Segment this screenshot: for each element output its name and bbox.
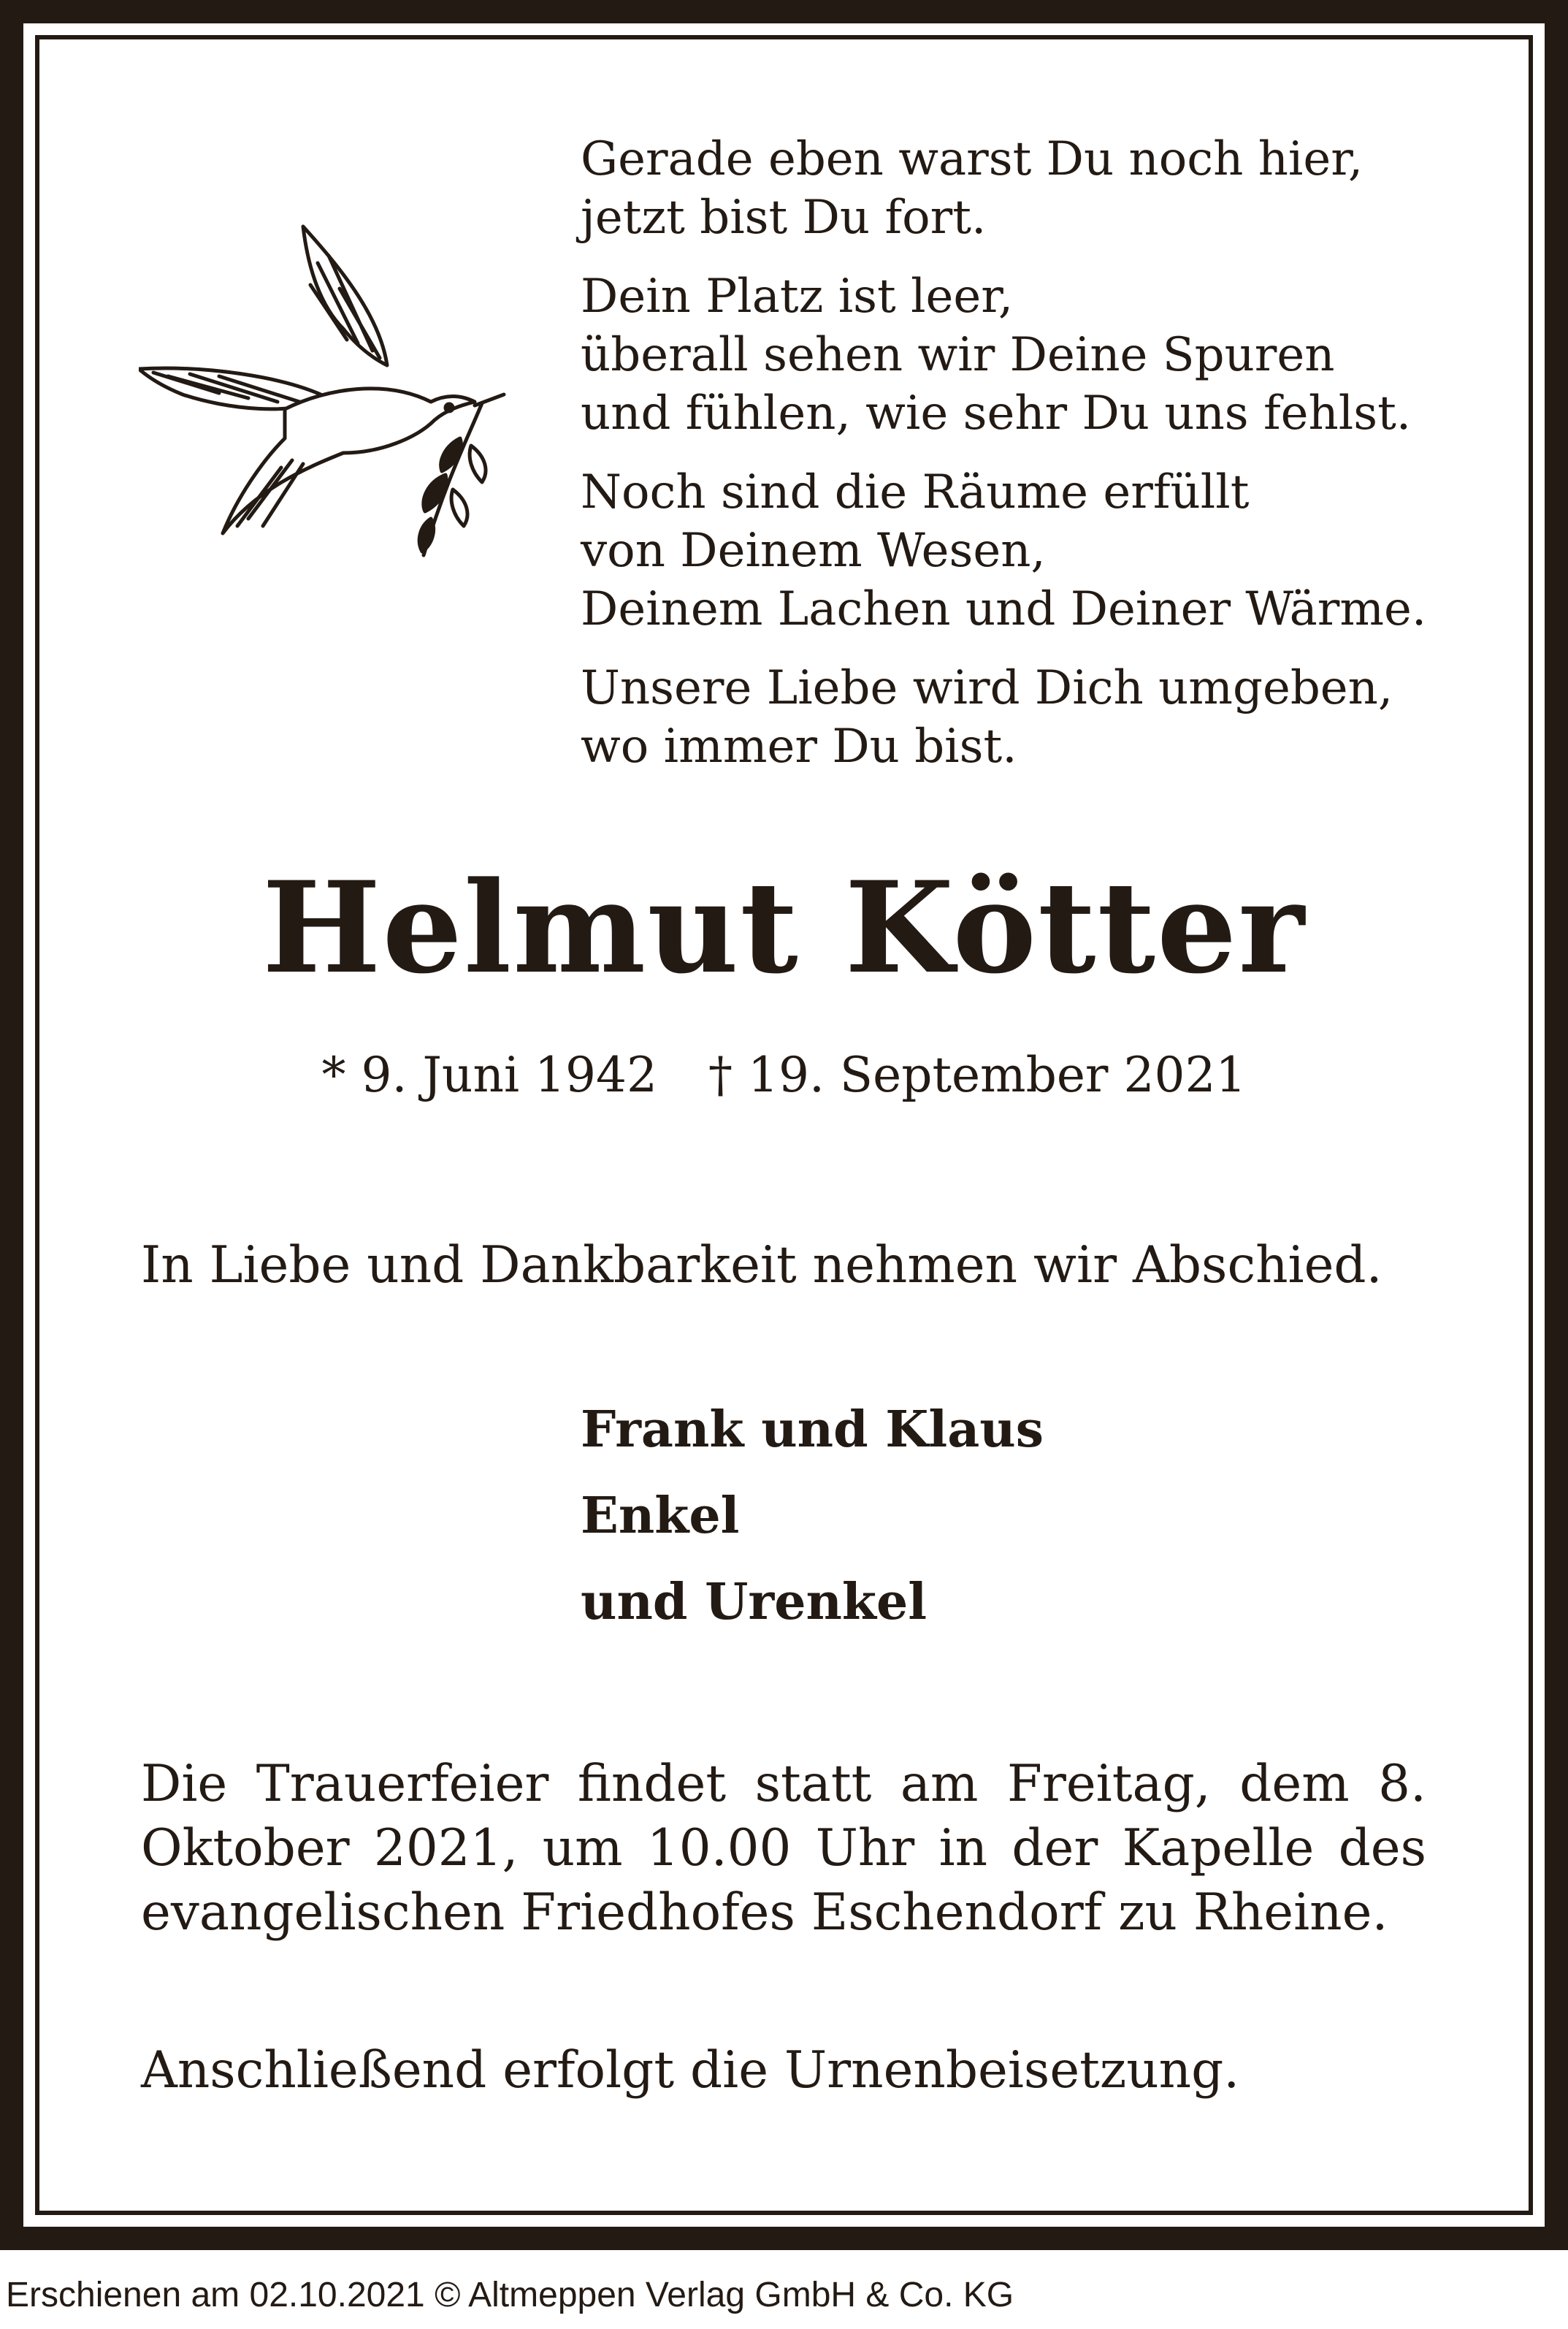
mourner-entry: Enkel: [581, 1487, 740, 1545]
poem-line: überall sehen wir Deine Spuren: [581, 328, 1335, 382]
poem-stanza: [581, 130, 1479, 247]
poem-line: Dein Platz ist leer,: [581, 270, 1014, 324]
service-details: Die Trauerfeier findet statt am Freitag, dem 8. Oktober 2021, um 10.00 Uhr in der Kapelle des evangelischen Friedhofes Eschendorf zu Rheine.: [141, 1755, 1426, 1942]
mourners-list: [581, 1387, 1457, 1645]
poem: [581, 130, 1479, 796]
dove-with-olive-branch-icon: [139, 219, 511, 563]
birth-date: * 9. Juni 1942: [321, 1047, 658, 1103]
farewell-text: In Liebe und Dankbarkeit nehmen wir Abschied.: [141, 1236, 1382, 1295]
death-date: † 19. September 2021: [708, 1047, 1247, 1103]
poem-stanza: [581, 659, 1479, 776]
poem-line: jetzt bist Du fort.: [581, 191, 987, 245]
publication-footer: Erschienen am 02.10.2021 © Altmeppen Verlag GmbH & Co. KG: [6, 2276, 1014, 2314]
poem-line: Noch sind die Räume erfüllt: [581, 465, 1250, 519]
poem-line: und fühlen, wie sehr Du uns fehlst.: [581, 386, 1412, 441]
mourner-entry: und Urenkel: [581, 1573, 928, 1631]
deceased-name: Helmut Kötter: [261, 853, 1307, 1002]
poem-line: wo immer Du bist.: [581, 720, 1017, 774]
poem-stanza: [581, 267, 1479, 443]
poem-stanza: [581, 463, 1479, 639]
poem-line: von Deinem Wesen,: [581, 524, 1046, 578]
life-dates: [0, 1046, 1568, 1105]
poem-line: Deinem Lachen und Deiner Wärme.: [581, 582, 1427, 636]
poem-line: Gerade eben warst Du noch hier,: [581, 132, 1364, 186]
mourner-entry: Frank und Klaus: [581, 1400, 1044, 1459]
urn-burial-note: Anschließend erfolgt die Urnenbeisetzung.: [141, 2041, 1240, 2100]
poem-line: Unsere Liebe wird Dich umgeben,: [581, 661, 1393, 715]
